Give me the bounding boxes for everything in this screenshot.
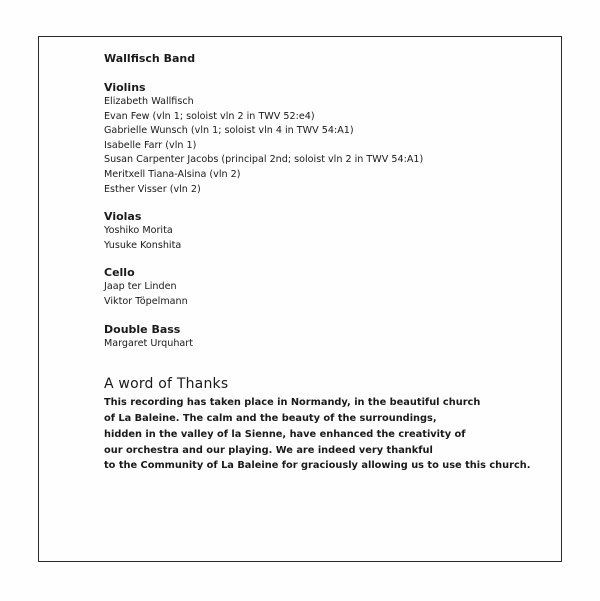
thanks-line: This recording has taken place in Normandy, in the beautiful church — [104, 397, 481, 409]
member-name: Meritxell Tiana-Alsina (vln 2) — [104, 168, 241, 180]
member-name: Yusuke Konshita — [104, 239, 182, 251]
band-name: Wallfisch Band — [104, 52, 196, 65]
thanks-line: to the Community of La Baleine for graciously allowing us to use this church. — [104, 460, 531, 472]
booklet-content — [104, 52, 574, 474]
section-cello — [104, 266, 574, 309]
member-name: Margaret Urquhart — [104, 337, 193, 349]
member-name: Elizabeth Wallfisch — [104, 96, 194, 107]
section-title: Violas — [104, 210, 142, 224]
member-name: Yoshiko Morita — [104, 225, 173, 237]
section-title: Violins — [104, 81, 146, 94]
thanks-line: hidden in the valley of la Sienne, have enhanced the creativity of — [104, 428, 466, 440]
member-name: Gabrielle Wunsch (vln 1; soloist vln 4 in TWV 54:A1) — [104, 125, 354, 137]
section-title: Double Bass — [104, 322, 181, 336]
section-violins — [104, 81, 574, 197]
member-name: Isabelle Farr (vln 1) — [104, 139, 197, 151]
member-name: Susan Carpenter Jacobs (principal 2nd; soloist vln 2 in TWV 54:A1) — [104, 154, 424, 166]
section-double-bass — [104, 323, 574, 352]
thanks-line: of La Baleine. The calm and the beauty of the surroundings, — [104, 412, 437, 424]
thanks-title: A word of Thanks — [104, 376, 229, 393]
thanks-line: our orchestra and our playing. We are indeed very thankful — [104, 444, 433, 456]
section-violas — [104, 210, 574, 253]
member-name: Viktor Töpelmann — [104, 295, 188, 307]
member-name: Jaap ter Linden — [104, 281, 177, 293]
section-title: Cello — [104, 266, 135, 280]
member-name: Evan Few (vln 1; soloist vln 2 in TWV 52:e4) — [104, 110, 315, 122]
thanks-section — [104, 376, 574, 474]
member-name: Esther Visser (vln 2) — [104, 183, 201, 195]
